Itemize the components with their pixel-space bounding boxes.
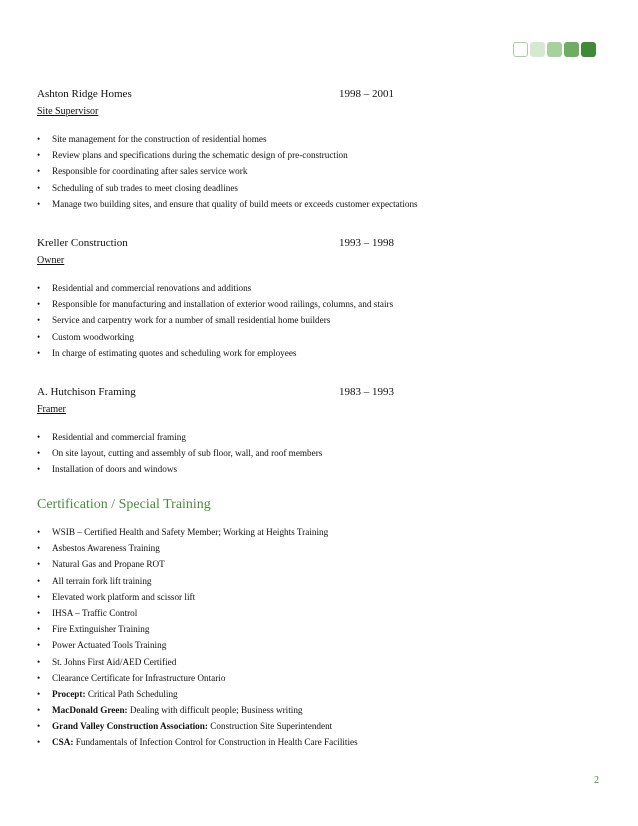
job-entry (37, 237, 597, 361)
job-role: Framer (37, 404, 66, 415)
job-role: Site Supervisor (37, 106, 99, 117)
cert-text: Clearance Certificate for Infrastructure Ontario (52, 672, 226, 683)
decorative-squares (513, 42, 596, 57)
square-4 (564, 42, 579, 57)
list-item: • Service and carpentry work for a number of small residential home builders (37, 312, 597, 328)
cert-text: Dealing with difficult people; Business writing (127, 705, 303, 716)
cert-text: Elevated work platform and scissor lift (52, 591, 196, 602)
list-item (37, 670, 617, 686)
list-item: • Responsible for manufacturing and installation of exterior wood railings, columns, and stairs (37, 296, 597, 312)
job-entry (37, 88, 597, 212)
job-dates: 1983 – 1993 (339, 386, 394, 398)
list-item (37, 718, 617, 734)
job-dates: 1993 – 1998 (339, 237, 394, 249)
cert-text: IHSA – Traffic Control (52, 607, 138, 618)
list-item (37, 540, 617, 556)
job-dates: 1998 – 2001 (339, 88, 394, 100)
list-item: • Scheduling of sub trades to meet closing deadlines (37, 180, 597, 196)
list-item: • Custom woodworking (37, 329, 597, 345)
cert-org: Grand Valley Construction Association: (52, 721, 208, 732)
job-header (37, 88, 597, 102)
list-item: • Residential and commercial renovations and additions (37, 280, 597, 296)
list-item: • On site layout, cutting and assembly of sub floor, wall, and roof members (37, 445, 597, 461)
company-name: Kreller Construction (37, 237, 128, 249)
list-item (37, 734, 617, 750)
list-item (37, 556, 617, 572)
cert-text: Asbestos Awareness Training (52, 543, 160, 554)
list-item: • Residential and commercial framing (37, 429, 597, 445)
list-item: • Manage two building sites, and ensure that quality of build meets or exceeds customer expectations (37, 196, 597, 212)
list-item (37, 702, 617, 718)
cert-text: St. Johns First Aid/AED Certified (52, 656, 177, 667)
cert-text: Critical Path Scheduling (85, 688, 178, 699)
cert-org: MacDonald Green: (52, 705, 128, 716)
square-1 (513, 42, 528, 57)
list-item (37, 589, 617, 605)
company-name: A. Hutchison Framing (37, 386, 136, 398)
job-entry (37, 386, 597, 478)
list-item: • Installation of doors and windows (37, 461, 597, 477)
list-item (37, 686, 617, 702)
cert-text: Fire Extinguisher Training (52, 624, 150, 635)
company-name: Ashton Ridge Homes (37, 88, 132, 100)
list-item (37, 605, 617, 621)
job-role: Owner (37, 255, 65, 266)
list-item (37, 637, 617, 653)
square-3 (547, 42, 562, 57)
list-item (37, 654, 617, 670)
certification-list (37, 524, 617, 751)
cert-text: Natural Gas and Propane ROT (52, 559, 165, 570)
list-item (37, 621, 617, 637)
job-bullets (37, 429, 597, 478)
cert-text: WSIB – Certified Health and Safety Member; Working at Heights Training (52, 527, 329, 537)
list-item (37, 524, 617, 540)
square-2 (530, 42, 545, 57)
list-item: • Site management for the construction of residential homes (37, 131, 597, 147)
list-item: • Responsible for coordinating after sales service work (37, 163, 597, 179)
section-title: Certification / Special Training (37, 497, 211, 512)
job-header (37, 237, 597, 251)
cert-text: Construction Site Superintendent (207, 721, 333, 732)
list-item (37, 573, 617, 589)
job-bullets (37, 131, 597, 212)
cert-text: All terrain fork lift training (52, 575, 152, 586)
list-item: • In charge of estimating quotes and scheduling work for employees (37, 345, 597, 361)
square-5 (581, 42, 596, 57)
cert-org: CSA: (52, 737, 74, 748)
cert-org: Procept: (52, 688, 86, 699)
cert-text: Power Actuated Tools Training (52, 640, 167, 651)
job-header (37, 386, 597, 400)
page-number: 2 (594, 775, 599, 786)
cert-text: Fundamentals of Infection Control for Construction in Health Care Facilities (73, 737, 358, 748)
job-bullets (37, 280, 597, 361)
list-item: • Review plans and specifications during the schematic design of pre-construction (37, 147, 597, 163)
